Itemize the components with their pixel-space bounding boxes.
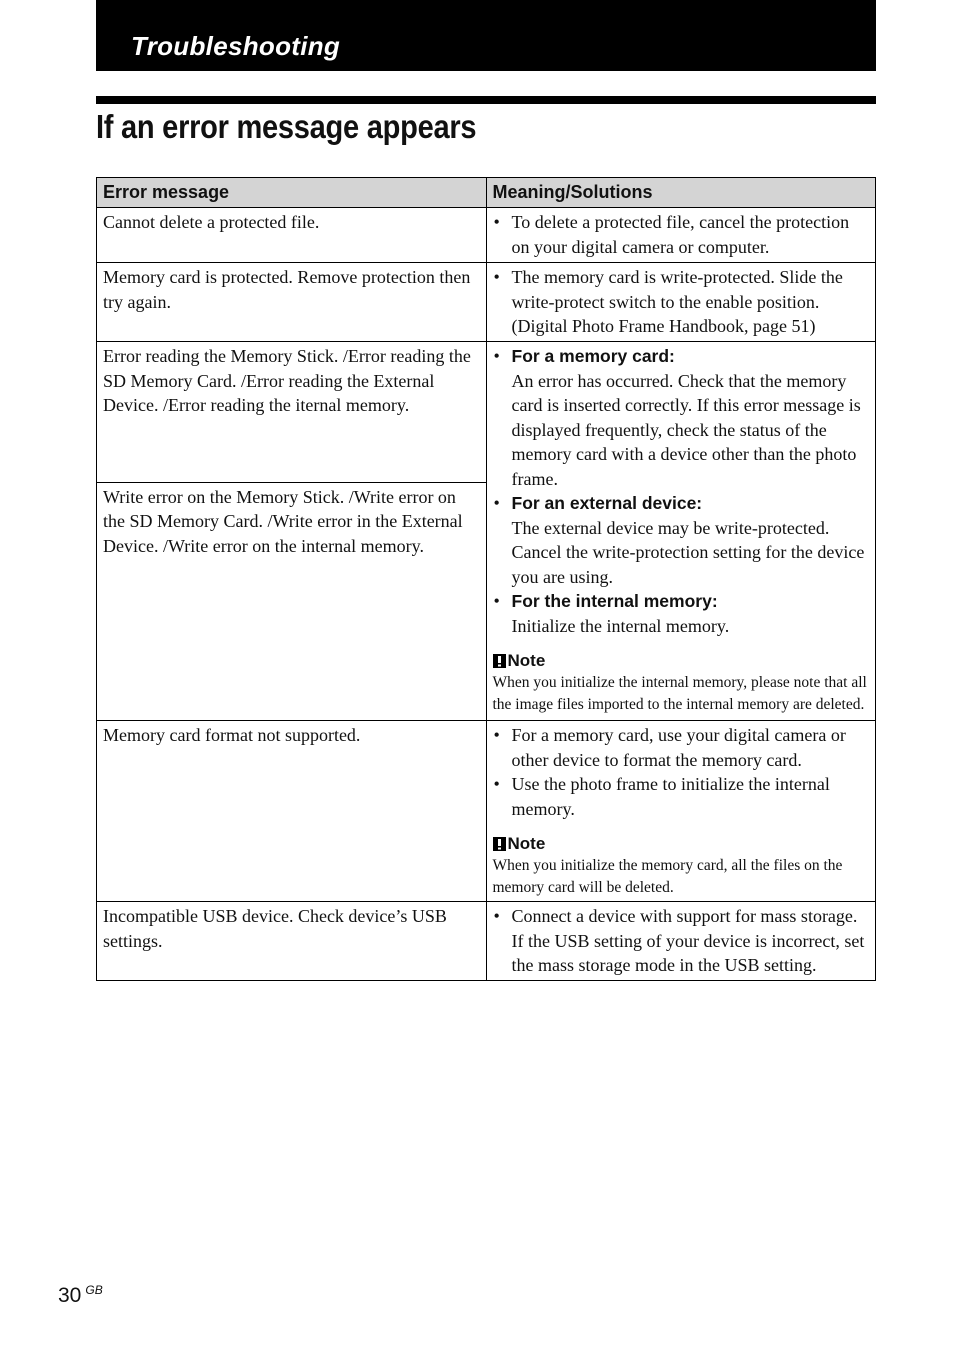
solution-item: • For a memory card, use your digital camera or other device to format the memory card. (493, 723, 870, 772)
solution-cell (486, 342, 876, 721)
title-rule (96, 96, 876, 104)
error-message-cell: Error reading the Memory Stick. /Error reading the SD Memory Card. /Error reading the External Device. /Error reading the iternal memory. (97, 342, 487, 483)
page-language-code: GB (85, 1283, 103, 1297)
note-text: When you initialize the internal memory, please note that all the image files imported to the internal memory are deleted. (492, 674, 867, 713)
error-message-cell: Write error on the Memory Stick. /Write error on the SD Memory Card. /Write error in the External Device. /Write error on the internal memory. (97, 482, 487, 720)
table-row (97, 263, 876, 342)
case-text: An error has occurred. Check that the memory card is inserted correctly. If this error message is displayed frequently, check the status of the memory card with a device other than the photo frame. (511, 370, 861, 489)
solution-list (493, 265, 870, 339)
solution-list (493, 210, 870, 259)
solution-list (493, 723, 870, 821)
solution-list (493, 904, 870, 978)
solution-item: • Use the photo frame to initialize the internal memory. (493, 772, 870, 821)
solution-cell (486, 208, 876, 263)
note-icon (493, 837, 506, 851)
page-number-value: 30 (58, 1284, 82, 1307)
note-icon (493, 654, 506, 668)
table-header-row (97, 178, 876, 208)
error-message-table (96, 177, 876, 981)
solution-case (493, 589, 870, 638)
solution-list (493, 344, 870, 638)
case-heading: • For the internal memory: (511, 591, 718, 611)
case-text: The external device may be write-protected. Cancel the write-protection setting for the device you are using. (511, 517, 865, 587)
page-number (58, 1276, 103, 1310)
note-text: When you initialize the memory card, all the files on the memory card will be deleted. (492, 857, 843, 896)
table-row (97, 902, 876, 981)
note-label: Note (507, 651, 546, 670)
table-row (97, 721, 876, 902)
table-row (97, 208, 876, 263)
page-title: If an error message appears (96, 108, 477, 145)
note-label: Note (507, 834, 546, 853)
error-message-cell: Incompatible USB device. Check device’s USB settings. (97, 902, 487, 981)
solution-item: • To delete a protected file, cancel the protection on your digital camera or computer. (493, 210, 870, 259)
case-text: Initialize the internal memory. (511, 615, 730, 636)
solution-case (493, 491, 870, 589)
column-header-meaning-solutions: Meaning/Solutions (486, 178, 876, 208)
error-message-cell: Cannot delete a protected file. (97, 208, 487, 263)
note-heading (493, 650, 870, 672)
case-heading: • For an external device: (511, 493, 703, 513)
solution-item: • Connect a device with support for mass storage. If the USB setting of your device is incorrect, set the mass storage mode in the USB setting. (493, 904, 870, 978)
solution-cell (486, 263, 876, 342)
solution-item: • The memory card is write-protected. Slide the write-protect switch to the enable position. (Digital Photo Frame Handbook, page 51) (493, 265, 870, 339)
error-message-cell: Memory card format not supported. (97, 721, 487, 902)
section-header-bar (96, 0, 876, 71)
solution-cell (486, 721, 876, 902)
solution-case (493, 344, 870, 491)
error-message-cell: Memory card is protected. Remove protection then try again. (97, 263, 487, 342)
column-header-error-message: Error message (97, 178, 487, 208)
section-title: Troubleshooting (131, 31, 341, 61)
table-row (97, 342, 876, 483)
solution-cell (486, 902, 876, 981)
note-heading (493, 833, 870, 855)
case-heading: • For a memory card: (511, 346, 675, 366)
